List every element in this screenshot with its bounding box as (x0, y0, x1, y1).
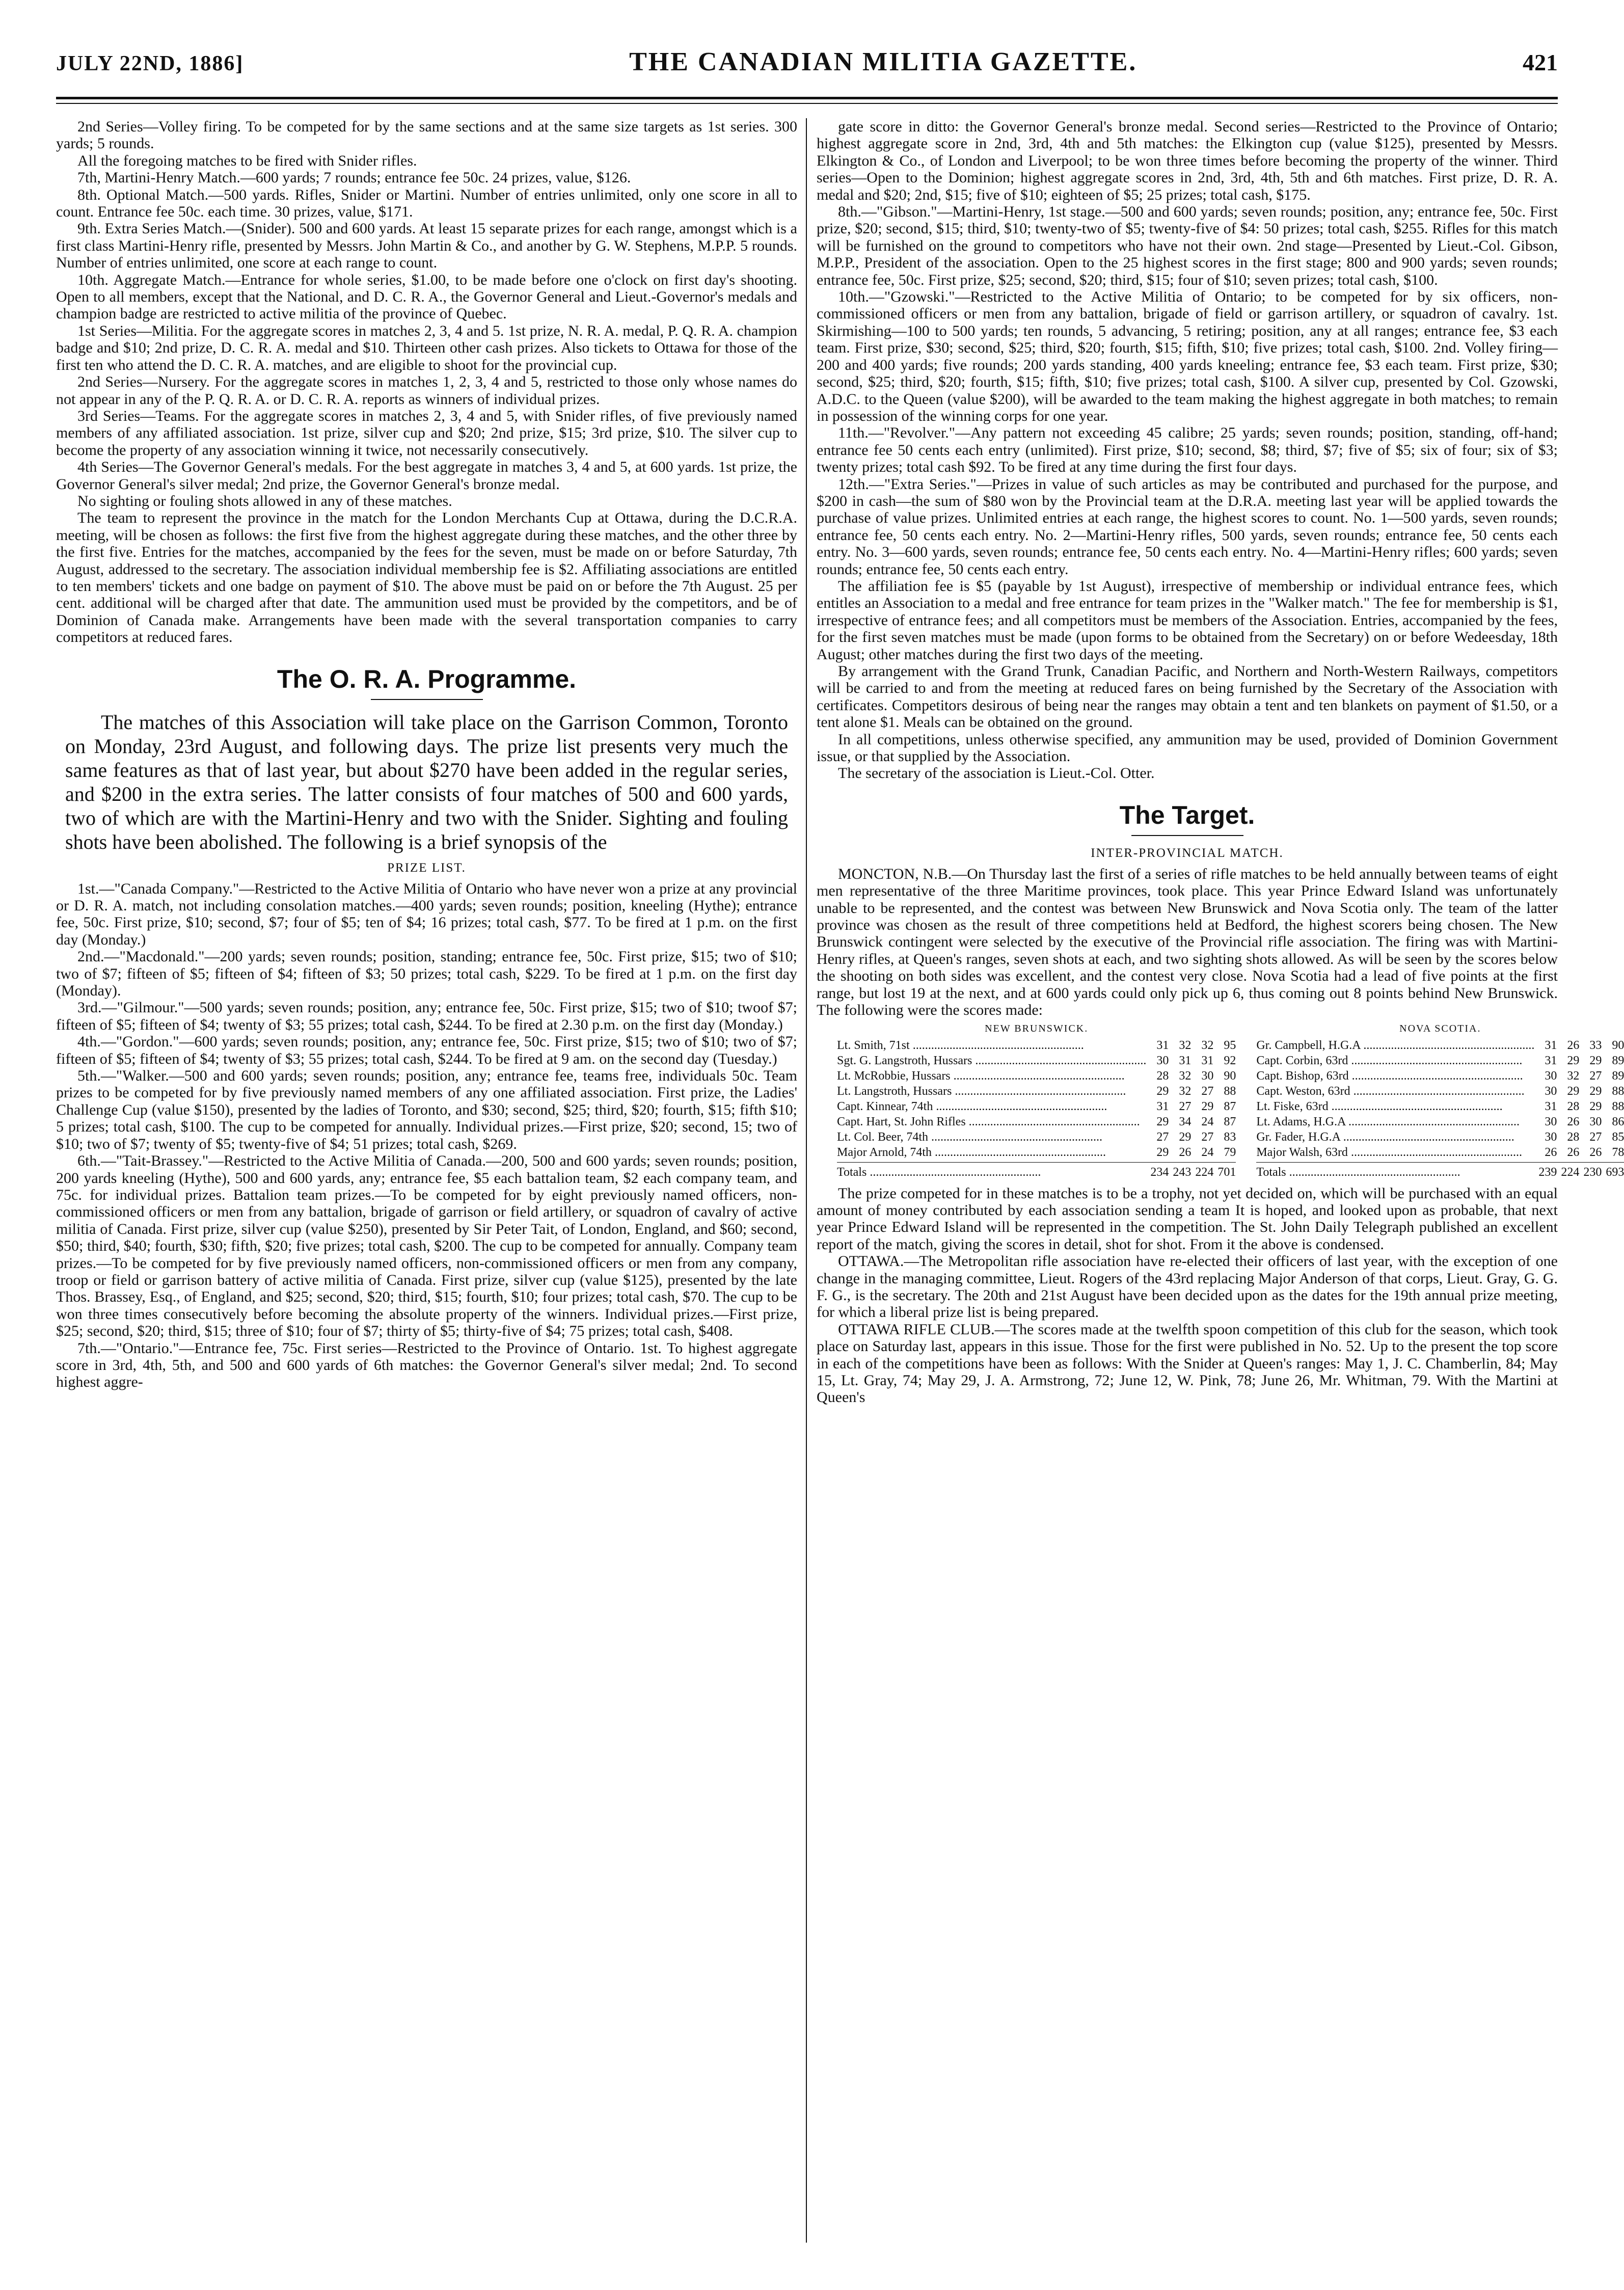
range-score: 34 (1179, 1115, 1192, 1128)
score-row (1256, 1129, 1624, 1145)
score-row (1256, 1053, 1624, 1068)
score-row (1256, 1114, 1624, 1129)
issue-date: JULY 22ND, 1886] (56, 52, 244, 75)
score-rows (837, 1038, 1236, 1180)
left-column (56, 118, 797, 2248)
score-row (1256, 1084, 1624, 1099)
range-score: 29 (1179, 1130, 1192, 1144)
paragraph: 12th.—"Extra Series."—Prizes in value of such articles as may be contributed and purchased for the purpose, and $200 in cash—the sum of $80 won by the Provincial team at the D.R.A. meeting last year will be applied towards the purchase of value prizes. Unlimited entries at each range, the highest scores to count. No. 1—500 yards, seven rounds; entrance fee, 50 cents each entry. No. 2—Martini-Henry rifles, 500 yards, seven rounds; entrance fee, 50 cents each entry. No. 3—600 yards, seven rounds; entrance fee, 50 cents each entry. No. 4—Martini-Henry rifles; 600 yards; seven rounds; entrance fee, 50 cents each entry. (817, 475, 1558, 578)
score-row (837, 1068, 1236, 1084)
moncton-paragraph: MONCTON, N.B.—On Thursday last the first of a series of rifle matches to be held annually between teams of eight men representative of the three Maritime provinces, took place. This year Prince Edward Island was unfortunately unable to be represented, and the contest was between New Brunswick and Nova Scotia only. The team of the latter province was chosen as the result of three competitions held at Bedford, the highest scorers being chosen. The New Brunswick contingent were selected by the executive of the Provincial rifle association. The firing was with Martini-Henry rifles, at Queen's ranges, seven shots at each, and two sighting shots allowed. As will be seen by the scores below the shooting on both sides was excellent, and the contest very close. Nova Scotia had a lead of five points at the first range, but lost 19 at the next, and at 600 yards could only pick up 6, thus coming out 8 points behind New Brunswick. The following were the scores made: (817, 865, 1558, 1019)
range-score: 29 (1156, 1145, 1169, 1159)
paragraph: No sighting or fouling shots allowed in any of these matches. (77, 492, 452, 509)
range-score: 27 (1201, 1084, 1214, 1098)
totals-row (1256, 1162, 1624, 1180)
range-score: 24 (1201, 1145, 1214, 1159)
paragraph: gate score in ditto: the Governor General's bronze medal. Second series—Restricted to the Province of Ontario; highest aggregate score in 2nd, 3rd, 4th and 5th matches: the Elkington cup (value $125), presented by Messrs. Elkington & Co., of London and Liverpool; to be won three times before becoming the property of the winner. Third series—Open to the Dominion; highest aggregate scores in 2nd, 3rd, 4th, 5th and 6th matches. First prize, D. R. A. medal and $20; 2nd, $15; five of $10; eighteen of $5; 25 prizes; total cash, $175. (817, 118, 1558, 203)
score-row (837, 1053, 1236, 1068)
score-rows (1256, 1038, 1624, 1180)
team-new-brunswick (837, 1023, 1236, 1180)
total-score: 88 (1224, 1084, 1236, 1098)
paragraph: 2nd Series—Nursery. For the aggregate scores in matches 1, 2, 3, 4 and 5, restricted to those only whose names do not appear in any of the P. Q. R. A. or D. C. R. A. reports as winners of individual prizes. (56, 373, 797, 408)
score-row (1256, 1145, 1624, 1160)
range-score: 32 (1179, 1038, 1192, 1052)
team-heading: NOVA SCOTIA. (1399, 1022, 1481, 1034)
range-score: 32 (1179, 1069, 1192, 1083)
paragraph: 3rd.—"Gilmour."—500 yards; seven rounds; position, any; entrance fee, 50c. First prize, $15; two of $10; twoof $7; fifteen of $5; fifteen of $4; twenty of $3; 55 prizes; total cash, $244. To be fired at 2.30 p.m. on the first day (Monday.) (56, 999, 797, 1033)
range-score: 31 (1545, 1099, 1557, 1113)
range-score: 224 (1561, 1165, 1580, 1179)
total-score: 88 (1612, 1099, 1624, 1113)
shooter-name: Capt. Bishop, 63rd ..... (1256, 1068, 1534, 1084)
heading-rule (1131, 835, 1243, 836)
score-tables (837, 1022, 1624, 1180)
range-score: 27 (1179, 1099, 1192, 1113)
shooter-name: Lt. McRobbie, Hussars ..... (837, 1068, 1146, 1084)
range-score: 30 (1156, 1054, 1169, 1067)
header-rule-thin (56, 103, 1558, 104)
paragraph: 10th. Aggregate Match.—Entrance for whole series, $1.00, to be made before one o'clock on first day's shooting. Open to all members, except that the National, and D. C. R. A., the Governor General and Lieut.-Governor's medals and champion badge are restricted to active militia of the province of Quebec. (56, 271, 797, 322)
page-header (56, 47, 1558, 91)
total-score: 89 (1612, 1054, 1624, 1067)
range-score: 29 (1589, 1099, 1602, 1113)
paragraph: By arrangement with the Grand Trunk, Canadian Pacific, and Northern and North-Western Railways, competitors will be carried to and from the meeting at reduced fares on being furnished by the Secretary of the Association with certificates. Competitors desirous of being near the ranges may obtain a tent and ten blankets on payment of $1.50, or a tent alone $1. Meals can be obtained on the ground. (817, 663, 1558, 731)
paragraph: 2nd.—"Macdonald."—200 yards; seven rounds; position, standing; entrance fee, 50c. First prize, $15; two of $10; two of $7; fifteen of $5; fifteen of $4; fifteen of $3; 50 prizes; total cash, $229. To be fired at 1 p.m. on the first day (Monday). (56, 948, 797, 1000)
range-score: 29 (1589, 1084, 1602, 1098)
score-row (837, 1084, 1236, 1099)
range-score: 30 (1201, 1069, 1214, 1083)
score-row (837, 1129, 1236, 1145)
score-row (837, 1114, 1236, 1129)
publication-title: THE CANADIAN MILITIA GAZETTE. (629, 47, 1138, 76)
paragraph: 7th.—"Ontario."—Entrance fee, 75c. First series—Restricted to the Province of Ontario. 1st. To highest aggregate score in 3rd, 4th, 5th, and 500 and 600 yards of 6th matches: the Governor General's silver medal; 2nd. To second highest aggre- (56, 1339, 797, 1391)
prize-list-heading: PRIZE LIST. (387, 860, 466, 875)
total-score: 87 (1224, 1099, 1236, 1113)
column-divider (806, 118, 807, 2243)
score-row (1256, 1038, 1624, 1053)
range-score: 29 (1156, 1084, 1169, 1098)
shooter-name: Totals ..... (1256, 1165, 1534, 1180)
range-score: 27 (1589, 1130, 1602, 1144)
shooter-name: Capt. Weston, 63rd ..... (1256, 1084, 1534, 1099)
total-score: 92 (1224, 1054, 1236, 1067)
paragraph: 2nd Series—Volley firing. To be competed for by the same sections and at the same size targets as 1st series. 300 yards; 5 rounds. (56, 118, 797, 152)
range-score: 32 (1201, 1038, 1214, 1052)
total-score: 90 (1612, 1038, 1624, 1052)
range-score: 29 (1567, 1084, 1580, 1098)
target-subheading: INTER-PROVINCIAL MATCH. (1091, 846, 1284, 860)
ora-intro: The matches of this Association will take place on the Garrison Common, Toronto on Monday, 23rd August, and following days. The prize list presents very much the same features as that of last year, but about $270 have been added in the regular series, and $200 in the extra series. The latter consists of four matches of 500 and 600 yards, two of which are with the Martini-Henry and two with the Snider. Sighting and fouling shots have been abolished. The following is a brief synopsis of the (65, 710, 788, 853)
range-score: 31 (1545, 1038, 1557, 1052)
totals-row (837, 1162, 1236, 1180)
total-score: 701 (1217, 1165, 1236, 1179)
range-score: 26 (1567, 1038, 1580, 1052)
paragraph: 9th. Extra Series Match.—(Snider). 500 and 600 yards. At least 15 separate prizes for each range, amongst which is a first class Martini-Henry rifle, presented by Messrs. John Martin & Co., and another by G. W. Stephens, M.P.P. 5 rounds. Number of entries unlimited, one score at each range to count. (56, 220, 797, 272)
range-score: 31 (1201, 1054, 1214, 1067)
score-row (837, 1099, 1236, 1114)
paragraph: All the foregoing matches to be fired with Snider rifles. (77, 152, 417, 169)
score-row (1256, 1068, 1624, 1084)
paragraph: 5th.—"Walker.—500 and 600 yards; seven rounds; position, any; entrance fee, teams free, individuals 50c. Team prizes to be competed for by five previously named members of any one affiliated association. First prize, the Ladies' Challenge Cup (value $150), presented by the ladies of Toronto, and $30; second, $25; third, $20; fourth, $15; fifth $10; 5 prizes; total cash, $100. The cup to be competed for annually. Individual prizes.—First prize, $20; second, 15; two of $10; two of $7; twenty of $5; twenty-five of $4; 51 prizes; total cash, $269. (56, 1067, 797, 1152)
range-score: 28 (1156, 1069, 1169, 1083)
shooter-name: Lt. Adams, H.G.A ..... (1256, 1114, 1534, 1129)
range-score: 27 (1156, 1130, 1169, 1144)
total-score: 88 (1612, 1084, 1624, 1098)
range-score: 30 (1545, 1084, 1557, 1098)
range-score: 26 (1567, 1145, 1580, 1159)
range-score: 27 (1589, 1069, 1602, 1083)
range-score: 31 (1179, 1054, 1192, 1067)
page-number: 421 (1522, 49, 1558, 75)
total-score: 78 (1612, 1145, 1624, 1159)
paragraph: The affiliation fee is $5 (payable by 1st August), irrespective of membership or individual entrance fees, which entitles an Association to a medal and free entrance for team prizes in the "Walker match." The fee for membership is $1, irrespective of entrance fees; and all competitors must be members of the Association. Entries, accompanied by the fees, for the first seven matches must be made (upon forms to be obtained from the Secretary) on or before Wedeesday, 18th August; other matches during the first two days of the meeting. (817, 577, 1558, 663)
paragraph: OTTAWA.—The Metropolitan rifle association have re-elected their officers of last year, with the exception of one change in the managing committee, Lieut. Rogers of the 43rd replacing Major Anderson of that corps, Lieut. Gray, G. G. F. G., is the secretary. The 20th and 21st August have been decided upon as the dates for the 19th annual prize meeting, for which a liberal prize list is being prepared. (817, 1253, 1558, 1321)
paragraph: 10th.—"Gzowski."—Restricted to the Active Militia of Ontario; to be competed for by six officers, non-commissioned officers or men from any battalion, brigade of field or garrison artillery, or squadron of cavalry. 1st. Skirmishing—100 to 500 yards; ten rounds, 5 advancing, 5 retiring; position, any at all ranges; entrance fee, $3 each team. First prize, $30; second, $25; third, $20; fourth, $15; fifth, $10; five prizes; total cash, $100. 2nd. Volley firing—200 and 400 yards; five rounds; 200 yards standing, 400 yards kneeling; entrance fee, $3 each team. First prize, $30; second, $25; third, $20; fourth, $15; fifth, $10; five prizes; total cash, $100. A silver cup, presented by Col. Gzowski, A.D.C. to the Queen (value $200), will be awarded to the team making the highest aggregate in both matches; to remain in possession of the winning corps for one year. (817, 288, 1558, 424)
range-score: 29 (1589, 1054, 1602, 1067)
shooter-name: Major Arnold, 74th ..... (837, 1145, 1146, 1160)
shooter-name: Major Walsh, 63rd ..... (1256, 1145, 1534, 1160)
range-score: 224 (1195, 1165, 1214, 1179)
range-score: 28 (1567, 1130, 1580, 1144)
shooter-name: Capt. Corbin, 63rd ..... (1256, 1053, 1534, 1068)
target-heading: The Target. (1119, 800, 1255, 829)
heading-rule (371, 699, 483, 700)
shooter-name: Lt. Smith, 71st ..... (837, 1038, 1146, 1053)
paragraph: 4th.—"Gordon."—600 yards; seven rounds; position, any; entrance fee, 50c. First prize, $15; two of $10; two of $7; fifteen of $5; fifteen of $4; twenty of $3; 55 prizes; total cash, $244. To be fired at 9 am. on the second day (Tuesday.) (56, 1033, 797, 1067)
shooter-name: Sgt. G. Langstroth, Hussars ..... (837, 1053, 1146, 1068)
paragraph: 1st Series—Militia. For the aggregate scores in matches 2, 3, 4 and 5. 1st prize, N. R. A. medal, P. Q. R. A. champion badge and $10; 2nd prize, D. C. R. A. medal and $10. Thirteen other cash prizes. Also tickets to Ottawa for those of the first ten who attend the D. C. R. A. matches, and are eligible to shoot for the provincial cup. (56, 322, 797, 373)
shooter-name: Capt. Hart, St. John Rifles ..... (837, 1114, 1146, 1129)
header-rule-thick (56, 97, 1558, 99)
total-score: 89 (1612, 1069, 1624, 1083)
range-score: 26 (1589, 1145, 1602, 1159)
range-score: 29 (1201, 1099, 1214, 1113)
total-score: 85 (1612, 1130, 1624, 1144)
score-row (837, 1038, 1236, 1053)
total-score: 79 (1224, 1145, 1236, 1159)
paragraph: 1st.—"Canada Company."—Restricted to the Active Militia of Ontario who have never won a prize at any provincial or D. R. A. match, not including consolation matches.—400 yards; seven rounds; position, kneeling (Hythe); entrance fee, 50c. First prize, $10; second, $7; four of $5; ten of $4; 16 prizes; total cash, $77. To be fired at 1 p.m. on the first day (Monday.) (56, 880, 797, 948)
range-score: 24 (1201, 1115, 1214, 1128)
range-score: 26 (1179, 1145, 1192, 1159)
paragraph: The team to represent the province in the match for the London Merchants Cup at Ottawa, during the D.C.R.A. meeting, will be chosen as follows: the first five from the highest aggregate during these matches, and the other three by the first five. Entries for the matches, accompanied by the fees for the seven, must be made on or before Saturday, 7th August, addressed to the secretary. The association individual membership fee is $2. Affiliating associations are entitled to ten members' tickets and one badge on payment of $10. The above must be paid on or before the 7th August. 25 per cent. additional will be charged after that date. The ammunition used must be provided by the competitors, and be of Dominion of Canada make. Arrangements have been made with the several transportation companies to carry competitors at reduced fares. (56, 509, 797, 646)
paragraph: OTTAWA RIFLE CLUB.—The scores made at the twelfth spoon competition of this club for the season, which took place on Saturday last, appears in this issue. Those for the first were published in No. 52. Up to the present the top score in each of the competitions have been as follows: With the Snider at Queen's ranges: May 1, J. C. Chamberlin, 84; May 15, Lt. Gray, 74; May 29, J. A. Armstrong, 72; June 12, W. Pink, 78; June 26, Mr. Whitman, 79. With the Martini at Queen's (817, 1321, 1558, 1406)
score-row (1256, 1099, 1624, 1114)
range-score: 239 (1538, 1165, 1557, 1179)
paragraph: 8th. Optional Match.—500 yards. Rifles, Snider or Martini. Number of entries unlimited, only one score in all to count. Entrance fee 50c. each time. 30 prizes, value, $171. (56, 186, 797, 221)
right-paragraphs-top (817, 118, 1558, 782)
range-score: 30 (1545, 1130, 1557, 1144)
range-score: 30 (1545, 1115, 1557, 1128)
range-score: 31 (1545, 1054, 1557, 1067)
paragraph: The prize competed for in these matches is to be a trophy, not yet decided on, which will be purchased with an equal amount of money contributed by each association sending a team It is hoped, and looked upon as probable, that next year Prince Edward Island will be represented in the competition. The St. John Daily Telegraph published an excellent report of the match, giving the scores in detail, shot for shot. From it the above is condensed. (817, 1184, 1558, 1253)
total-score: 87 (1224, 1115, 1236, 1128)
total-score: 86 (1612, 1115, 1624, 1128)
range-score: 30 (1545, 1069, 1557, 1083)
range-score: 26 (1567, 1115, 1580, 1128)
paragraph: 4th Series—The Governor General's medals. For the best aggregate in matches 3, 4 and 5, at 600 yards. 1st prize, the Governor General's silver medal; 2nd prize, the Governor General's bronze medal. (56, 459, 797, 493)
range-score: 243 (1173, 1165, 1192, 1179)
range-score: 33 (1589, 1038, 1602, 1052)
score-row (837, 1145, 1236, 1160)
range-score: 230 (1583, 1165, 1602, 1179)
shooter-name: Lt. Fiske, 63rd ..... (1256, 1099, 1534, 1114)
paragraph: 7th, Martini-Henry Match.—600 yards; 7 rounds; entrance fee 50c. 24 prizes, value, $126. (77, 169, 631, 186)
total-score: 90 (1224, 1069, 1236, 1083)
paragraph: 3rd Series—Teams. For the aggregate scores in matches 2, 3, 4 and 5, with Snider rifles, of five previously named members of any affiliated association. 1st prize, silver cup and $20; 2nd prize, $15; 3rd prize, $10. The silver cup to become the property of any association winning it twice, not necessarily consecutively. (56, 407, 797, 459)
range-score: 26 (1545, 1145, 1557, 1159)
ora-heading: The O. R. A. Programme. (277, 664, 577, 693)
paragraph: 8th.—"Gibson."—Martini-Henry, 1st stage.—500 and 600 yards; seven rounds; position, any; entrance fee, 50c. First prize, $20; second, $15; third, $10; twenty-two of $5; twenty-five of $4: 50 prizes; total cash, $255. Rifles for this match will be furnished on the ground to competitors who have not their own. 2nd stage—Presented by Lieut.-Col. Gibson, M.P.P., President of the association. Open to the 25 highest scores in the first stage; 800 and 900 yards; seven rounds; entrance fee, 50c. First prize, $25; second, $20; third, $15; four of $10; seven prizes; total cash, $100. (817, 203, 1558, 288)
left-paragraphs-top (56, 118, 797, 646)
paragraph: 11th.—"Revolver."—Any pattern not exceeding 45 calibre; 25 yards; seven rounds; position, standing, off-hand; entrance fee 50 cents each entry (unlimited). First prize, $10; second, $8; third, $7; five of $5; six of four; six of $3; twenty prizes; total cash $92. To be fired at any time during the first four days. (817, 424, 1558, 476)
shooter-name: Gr. Campbell, H.G.A ..... (1256, 1038, 1534, 1053)
range-score: 234 (1150, 1165, 1169, 1179)
paragraph: The secretary of the association is Lieut.-Col. Otter. (838, 765, 1155, 782)
right-column (817, 118, 1624, 2248)
team-heading: NEW BRUNSWICK. (985, 1022, 1089, 1034)
shooter-name: Lt. Col. Beer, 74th ..... (837, 1129, 1146, 1145)
range-score: 29 (1567, 1054, 1580, 1067)
prize-list-paragraphs (56, 880, 797, 1391)
range-score: 27 (1201, 1130, 1214, 1144)
shooter-name: Totals ..... (837, 1165, 1146, 1180)
range-score: 31 (1156, 1099, 1169, 1113)
range-score: 32 (1179, 1084, 1192, 1098)
range-score: 31 (1156, 1038, 1169, 1052)
range-score: 29 (1156, 1115, 1169, 1128)
right-paragraphs-bottom (817, 1185, 1558, 1406)
total-score: 693 (1606, 1165, 1624, 1179)
shooter-name: Capt. Kinnear, 74th ..... (837, 1099, 1146, 1114)
team-nova-scotia (1256, 1023, 1624, 1180)
total-score: 95 (1224, 1038, 1236, 1052)
range-score: 28 (1567, 1099, 1580, 1113)
paragraph: In all competitions, unless otherwise specified, any ammunition may be used, provided of Dominion Government issue, or that supplied by the Association. (817, 731, 1558, 765)
shooter-name: Gr. Fader, H.G.A ..... (1256, 1129, 1534, 1145)
shooter-name: Lt. Langstroth, Hussars ..... (837, 1084, 1146, 1099)
range-score: 30 (1589, 1115, 1602, 1128)
total-score: 83 (1224, 1130, 1236, 1144)
range-score: 32 (1567, 1069, 1580, 1083)
paragraph: 6th.—"Tait-Brassey."—Restricted to the Active Militia of Canada.—200, 500 and 600 yards; seven rounds; position, 200 yards kneeling (Hythe), 500 and 600 yards, any; entrance fee, $5 each battalion team, $2 each company team, and 75c. for individual prizes. Battalion team prizes.—To be competed for by eight previously named officers, non-commissioned officers or men from any battalion, brigade of garrison or field artillery, or squadron of cavalry of active militia of Canada. First prize, silver cup (value $250), presented by Sir Peter Tait, of London, England, and $60; second, $50; third, $40; fourth, $30; fifth, $20; five prizes; total cash, $200. The cup to be competed for annually. Company team prizes.—To be competed for by five previously named officers, non-commissioned officers or men from any company, troop or field or garrison battery of active militia of Canada. First prize, silver cup (value $125), presented by the late Thos. Brassey, Esq., of England, and $25; second, $20; third, $15; fourth, $10; four prizes; total cash, $70. The cup to be won three times consecutively before becoming the absolute property of the winners. Individual prizes.—First prize, $25; second, $20; third, $15; three of $10; four of $7; thirty of $5; thirty-five of $4; 75 prizes; total cash, $408. (56, 1152, 797, 1340)
